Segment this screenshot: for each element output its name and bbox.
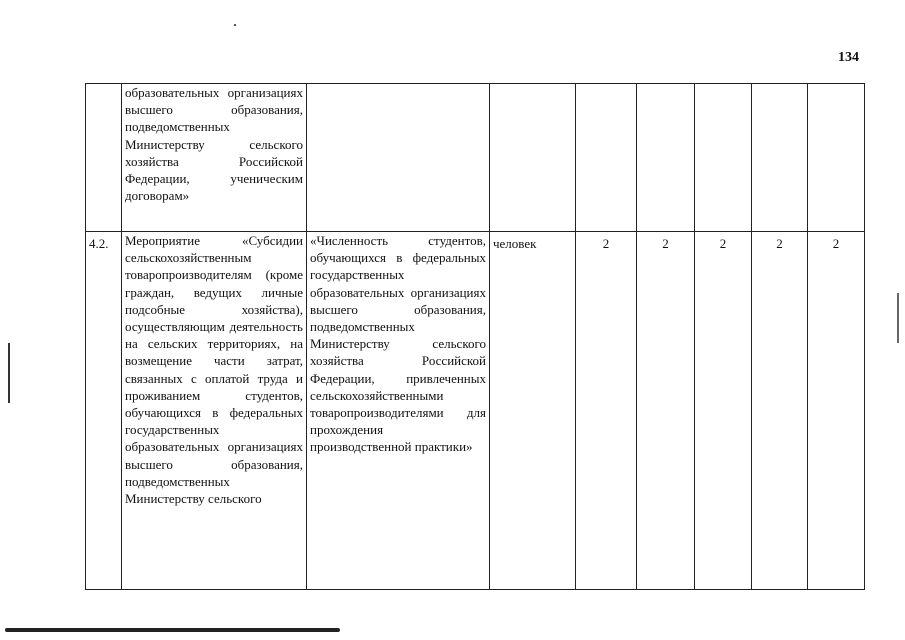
cell-description: образовательных организациях высшего образования, подведомственных Министерству сельского хозяйства Российской Федерации, ученическим договорам» <box>122 84 307 232</box>
cell-value: 2 <box>695 232 752 590</box>
cell-value <box>752 84 808 232</box>
cell-value <box>808 84 865 232</box>
cell-value <box>576 84 637 232</box>
cell-description: Мероприятие «Субсидии сельскохозяйственным товаропроизводителям (кроме граждан, ведущих личные подсобные хозяйства), осуществляющим деятельность на сельских территориях, на возмещение части затрат, связанных с оплатой труда и проживанием студентов, обучающихся в федеральных государственных образовательных организациях высшего образования, подведомственных Министерству сельского <box>122 232 307 590</box>
cell-value <box>637 84 695 232</box>
cell-indicator: «Численность студентов, обучающихся в федеральных государственных образовательных организациях высшего образования, подведомственных Министерству сельского хозяйства Российской Федерации, привлеченных сельскохозяйственными товаропроизводителями для прохождения производственной практики» <box>307 232 490 590</box>
scan-edge-bar <box>5 628 340 632</box>
cell-number: 4.2. <box>86 232 122 590</box>
cell-number <box>86 84 122 232</box>
scan-mark <box>897 293 899 343</box>
cell-unit: человек <box>490 232 576 590</box>
cell-value <box>695 84 752 232</box>
page-number: 134 <box>838 50 859 65</box>
cell-unit <box>490 84 576 232</box>
table-row-4-2 <box>86 232 865 590</box>
cell-value: 2 <box>808 232 865 590</box>
indicator-table <box>85 83 865 590</box>
cell-value: 2 <box>752 232 808 590</box>
scan-mark <box>8 343 10 403</box>
cell-value: 2 <box>576 232 637 590</box>
table-row-continuation <box>86 84 865 232</box>
cell-indicator <box>307 84 490 232</box>
scan-dot <box>234 24 236 26</box>
cell-value: 2 <box>637 232 695 590</box>
